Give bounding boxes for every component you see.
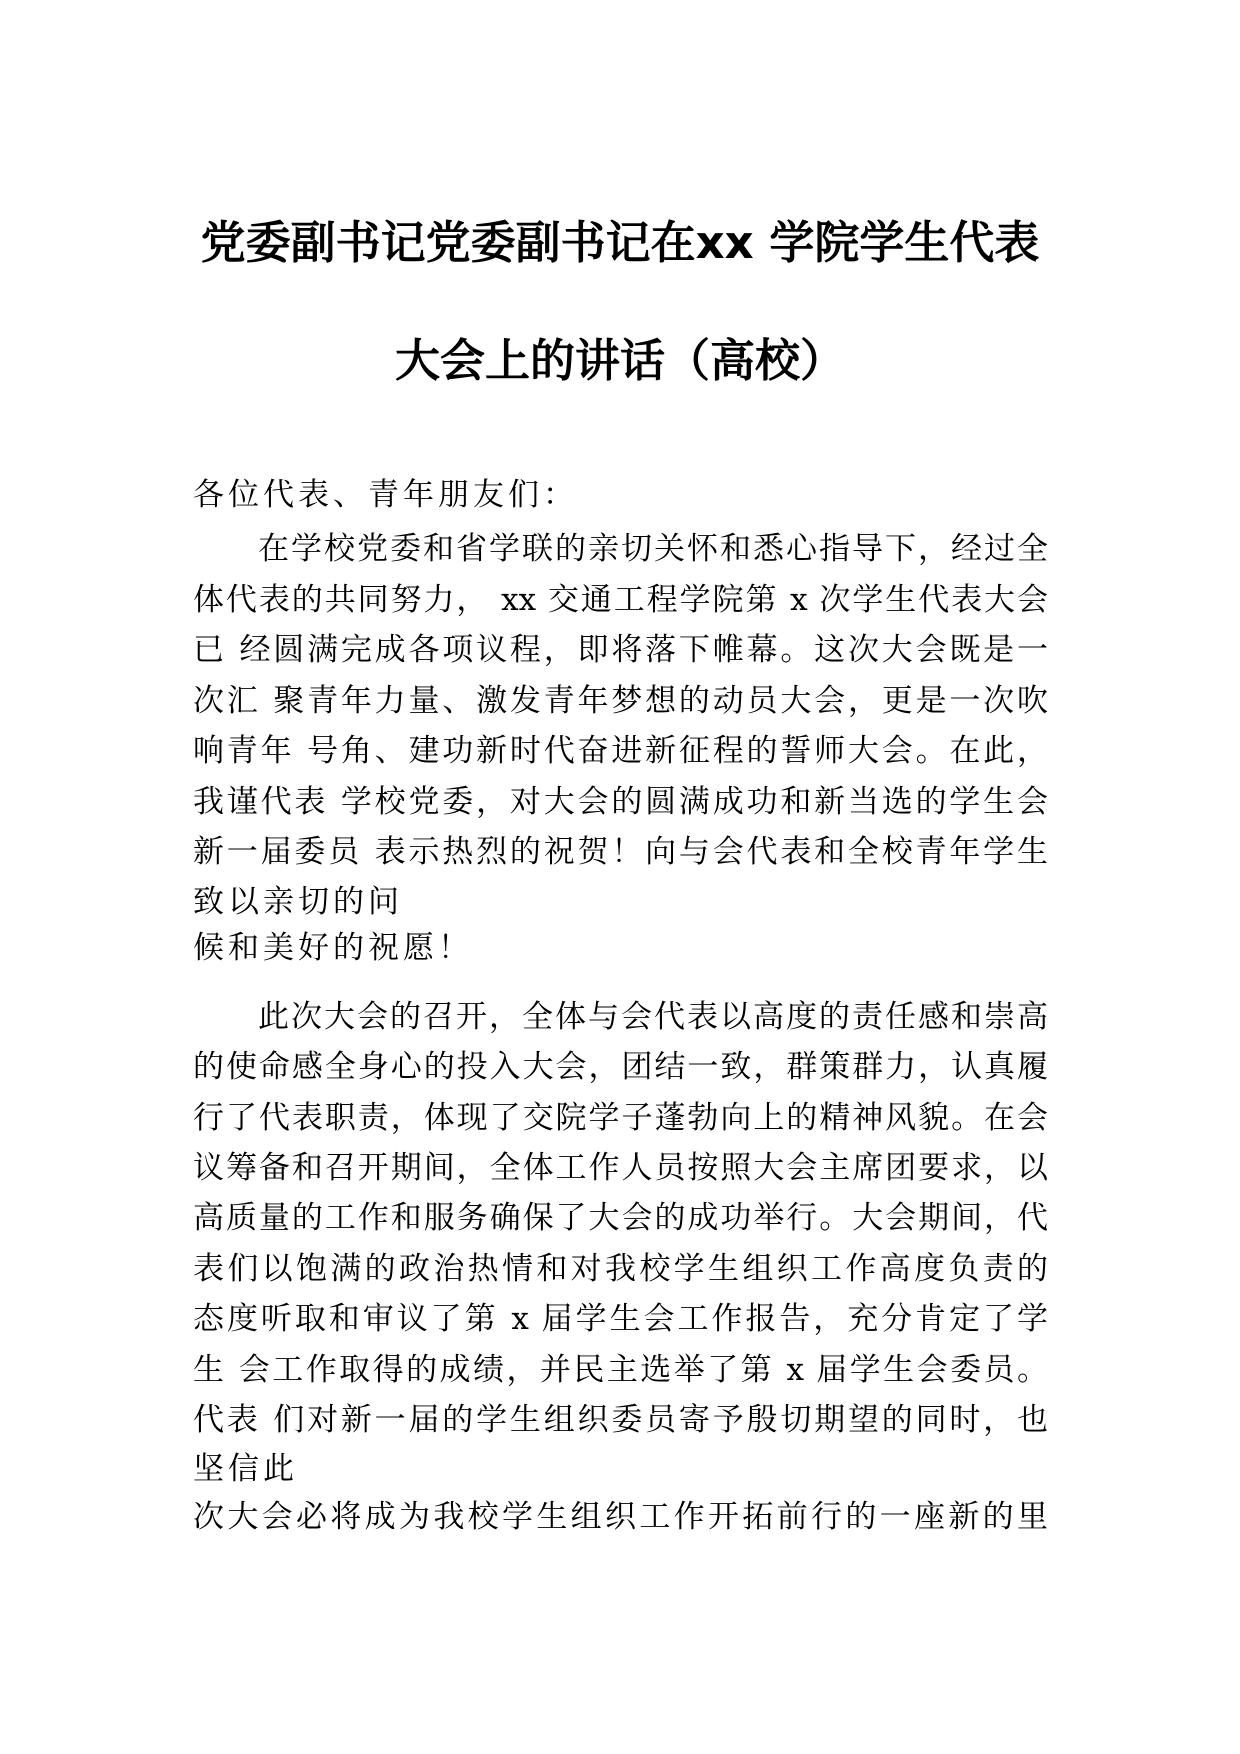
paragraph-1-line-7: 新一届委员 表示热烈的祝贺！向与会代表和全校青年学生: [193, 834, 1048, 870]
paragraph-2-line-6: 表们以饱满的政治热情和对我校学生组织工作高度负责的: [193, 1251, 1048, 1287]
paragraph-2-line-3: 行了代表职责，体现了交院学子蓬勃向上的精神风貌。在会: [193, 1100, 1048, 1136]
paragraph-1-line-3: 已 经圆满完成各项议程，即将落下帷幕。这次大会既是一: [193, 632, 1048, 668]
paragraph-2-line-11: 次大会必将成为我校学生组织工作开拓前行的一座新的里: [193, 1499, 1048, 1535]
paragraph-2-line-4: 议筹备和召开期间，全体工作人员按照大会主席团要求，以: [193, 1150, 1048, 1186]
paragraph-1-line-1: 在学校党委和省学联的亲切关怀和悉心指导下，经过全: [258, 531, 1048, 567]
paragraph-1-line-2: 体代表的共同努力， xx 交通工程学院第 x 次学生代表大会: [193, 582, 1048, 618]
paragraph-2-line-1: 此次大会的召开，全体与会代表以高度的责任感和崇高: [258, 999, 1048, 1035]
paragraph-1-line-8: 致以亲切的问: [193, 884, 403, 920]
paragraph-1-line-9: 候和美好的祝愿！: [193, 930, 473, 966]
paragraph-2-line-7: 态度听取和审议了第 x 届学生会工作报告，充分肯定了学: [193, 1301, 1048, 1337]
paragraph-1-line-4: 次汇 聚青年力量、激发青年梦想的动员大会，更是一次吹: [193, 683, 1048, 719]
paragraph-2-line-8: 生 会工作取得的成绩，并民主选举了第 x 届学生会委员。: [193, 1352, 1048, 1388]
paragraph-1-line-5: 响青年 号角、建功新时代奋进新征程的誓师大会。在此，: [193, 733, 1048, 769]
document-title-line-2: 大会上的讲话（高校）: [394, 334, 845, 387]
paragraph-2-line-10: 坚信此: [193, 1451, 298, 1487]
document-title-line-1: 党委副书记党委副书记在xx 学院学生代表: [200, 216, 1040, 269]
paragraph-2-line-2: 的使命感全身心的投入大会，团结一致，群策群力，认真履: [193, 1049, 1048, 1085]
paragraph-2-line-5: 高质量的工作和服务确保了大会的成功举行。大会期间，代: [193, 1200, 1048, 1236]
salutation: 各位代表、青年朋友们：: [193, 477, 578, 513]
paragraph-1-line-6: 我谨代表 学校党委，对大会的圆满成功和新当选的学生会: [193, 784, 1048, 820]
paragraph-2-line-9: 代表 们对新一届的学生组织委员寄予殷切期望的同时，也: [193, 1402, 1048, 1438]
